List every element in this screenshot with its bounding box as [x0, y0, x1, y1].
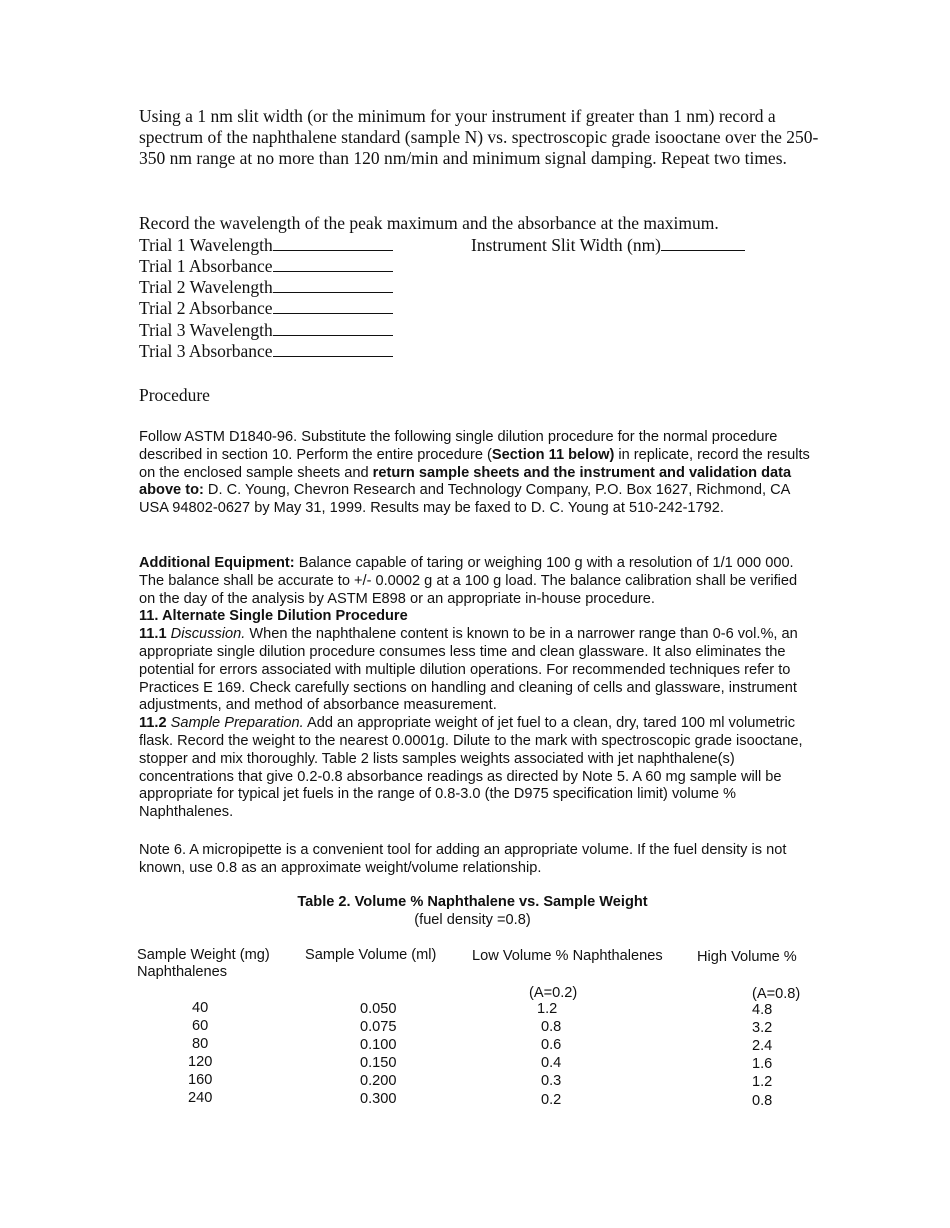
procedure-paragraph: [139, 429, 811, 518]
trial-label: Trial 2 Absorbance: [139, 298, 273, 318]
section-11-2-title: Sample Preparation.: [170, 715, 304, 732]
header-low-sub: (A=0.2): [529, 985, 578, 1001]
trial-1-wavelength: [139, 235, 393, 256]
cell-volume: 0.150: [360, 1055, 397, 1071]
answer-blank[interactable]: [273, 235, 393, 251]
cell-weight: 160: [188, 1072, 213, 1088]
section-11-block: [139, 555, 811, 822]
trial-3-wavelength: [139, 320, 393, 341]
answer-blank[interactable]: [661, 235, 745, 251]
cell-high: 0.8: [752, 1093, 773, 1109]
cell-low: 0.2: [541, 1092, 562, 1108]
section-11-1-title: Discussion.: [170, 626, 246, 643]
header-sample-volume: Sample Volume (ml): [305, 947, 437, 963]
cell-low: 0.4: [541, 1055, 562, 1071]
cell-volume: 0.200: [360, 1073, 397, 1089]
procedure-heading: Procedure: [139, 385, 210, 405]
section-11-1: [139, 626, 811, 715]
trial-label: Trial 3 Absorbance: [139, 341, 273, 361]
cell-high: 2.4: [752, 1038, 773, 1054]
cell-high: 3.2: [752, 1020, 773, 1036]
procedure-text-2: in replicate, record the results on the enclosed sample sheets and: [139, 446, 810, 481]
cell-low: 1.2: [537, 1001, 558, 1017]
intro-paragraph: [139, 106, 819, 170]
answer-blank[interactable]: [273, 320, 393, 336]
section-11-1-number: 11.1: [139, 626, 167, 643]
cell-high: 4.8: [752, 1002, 773, 1018]
cell-low: 0.6: [541, 1037, 562, 1053]
answer-blank[interactable]: [273, 341, 393, 357]
procedure-text: [139, 429, 811, 518]
slit-width-field: [471, 235, 745, 256]
equipment-text: Balance capable of taring or weighing 100 g with a resolution of 1/1 000 000. The balance shall be accurate to +/- 0.0002 g at a 100 g load. The balance calibration shall be verified on the day of the analysis by ASTM E898 or an appropriate in-house procedure.: [139, 555, 798, 607]
section-11-2: [139, 715, 811, 822]
record-instruction: Record the wavelength of the peak maximum and the absorbance at the maximum.: [139, 213, 719, 233]
trial-label: Trial 1 Absorbance: [139, 256, 273, 276]
section-11-2-text: Add an appropriate weight of jet fuel to a clean, dry, tared 100 ml volumetric flask. Record the weight to the nearest 0.0001g. Dilute to the mark with spectroscopic grade isooctane, stopper and mix thoroughly. Table 2 lists samples weights associated with jet naphthalene(s) concentrations that give 0.2-0.8 absorbance readings as directed by Note 5. A 60 mg sample will be appropriate for typical jet fuels in the range of 0.8-3.0 (the D975 specification limit) volume % Naphthalenes.: [139, 715, 803, 821]
trial-3-absorbance: [139, 341, 393, 362]
cell-low: 0.3: [541, 1073, 562, 1089]
table-subtitle: (fuel density =0.8): [414, 912, 531, 928]
answer-blank[interactable]: [273, 298, 393, 314]
section-11-2-number: 11.2: [139, 715, 167, 732]
cell-volume: 0.100: [360, 1037, 397, 1053]
table-title: Table 2. Volume % Naphthalene vs. Sample Weight: [297, 894, 648, 910]
equipment-paragraph: [139, 555, 811, 608]
answer-blank[interactable]: [273, 277, 393, 293]
cell-volume: 0.300: [360, 1091, 397, 1107]
note-6-text: Note 6. A micropipette is a convenient tool for adding an appropriate volume. If the fuel density is not known, use 0.8 as an approximate weight/volume relationship.: [139, 842, 787, 876]
cell-volume: 0.075: [360, 1019, 397, 1035]
cell-volume: 0.050: [360, 1001, 397, 1017]
header-sample-weight: Sample Weight (mg): [137, 947, 270, 963]
section-11-1-text: When the naphthalene content is known to be in a narrower range than 0-6 vol.%, an appropriate single dilution procedure consumes less time and clean glassware. It also eliminates the potential for errors associated with multiple dilution operations. For recommended techniques refer to Practices E 169. Check carefully sections on handling and cleaning of cells and glassware, instrument adjustments, and method of absorbance measurement.: [139, 626, 798, 714]
answer-blank[interactable]: [273, 256, 393, 272]
trial-2-wavelength: [139, 277, 393, 298]
section-11-heading: [139, 608, 811, 626]
cell-weight: 40: [192, 1000, 209, 1016]
cell-high: 1.6: [752, 1056, 773, 1072]
cell-low: 0.8: [541, 1019, 562, 1035]
cell-weight: 60: [192, 1018, 209, 1034]
cell-weight: 80: [192, 1036, 209, 1052]
header-naphthalenes: Naphthalenes: [137, 964, 228, 980]
equipment-label: Additional Equipment:: [139, 555, 295, 571]
procedure-bold-1: Section 11 below): [491, 446, 615, 463]
section-11-heading-text: 11. Alternate Single Dilution Procedure: [139, 608, 408, 625]
header-low-volume: Low Volume % Naphthalenes: [472, 948, 663, 964]
trial-label: Trial 1 Wavelength: [139, 235, 273, 255]
cell-weight: 120: [188, 1054, 213, 1070]
slit-width-label: Instrument Slit Width (nm): [471, 235, 662, 255]
trial-2-absorbance: [139, 298, 393, 319]
trial-1-absorbance: [139, 256, 393, 277]
intro-text: Using a 1 nm slit width (or the minimum for your instrument if greater than 1 nm) record a spectrum of the naphthalene standard (sample N) vs. spectroscopic grade isooctane over the 250-350 nm range at no more than 120 nm/min and minimum signal damping. Repeat two times.: [139, 106, 819, 169]
header-high-sub: (A=0.8): [752, 986, 801, 1002]
procedure-text-3: D. C. Young, Chevron Research and Technology Company, P.O. Box 1627, Richmond, CA USA 94802-0627 by May 31, 1999. Results may be faxed to D. C. Young at 510-242-1792.: [139, 482, 790, 517]
trial-label: Trial 3 Wavelength: [139, 320, 273, 340]
procedure-text-1: Follow ASTM D1840-96. Substitute the following single dilution procedure for the normal procedure described in section 10. Perform the entire procedure (: [139, 429, 778, 463]
cell-weight: 240: [188, 1090, 213, 1106]
procedure-bold-2: return sample sheets and the instrument and validation data above to:: [139, 464, 792, 499]
note-6: [139, 842, 811, 878]
cell-high: 1.2: [752, 1074, 773, 1090]
trial-label: Trial 2 Wavelength: [139, 277, 273, 297]
header-high-volume: High Volume %: [697, 949, 797, 965]
